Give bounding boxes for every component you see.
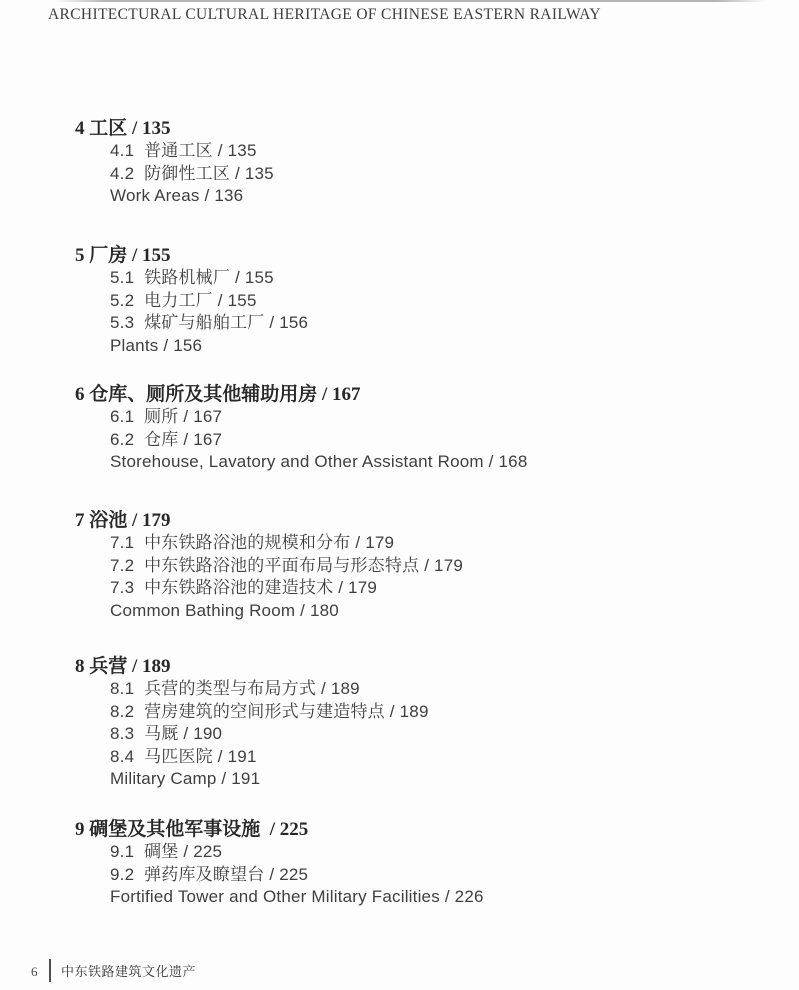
- toc-entry-english: Military Camp / 191: [110, 769, 261, 788]
- section-items: [75, 267, 308, 357]
- toc-entry-english: Plants / 156: [110, 335, 203, 355]
- toc-entry-english: Work Areas / 136: [110, 186, 244, 205]
- toc-entry-english: Fortified Tower and Other Military Facilities / 226: [110, 887, 484, 906]
- toc-entry: 5.2 电力工厂 / 155: [110, 290, 257, 310]
- toc-entry: 8.2 营房建筑的空间形式与建造特点 / 189: [110, 701, 429, 721]
- section-heading: 9 碉堡及其他军事设施 / 225: [75, 819, 309, 840]
- section-items: [75, 140, 274, 208]
- section-heading: 5 厂房 / 155: [75, 245, 171, 266]
- toc-entry: 8.3 马厩 / 190: [110, 724, 223, 743]
- section-heading: 6 仓库、厕所及其他辅助用房 / 167: [75, 384, 361, 405]
- section-heading: 8 兵营 / 189: [75, 656, 171, 677]
- toc-entry: 4.2 防御性工区 / 135: [110, 163, 274, 183]
- toc-entry: 7.2 中东铁路浴池的平面布局与形态特点 / 179: [110, 555, 464, 575]
- toc-section: [75, 656, 429, 791]
- section-items: [75, 406, 528, 474]
- toc-entry: 9.1 碉堡 / 225: [110, 842, 223, 861]
- top-rule: [55, 0, 767, 2]
- toc-section: [75, 510, 463, 622]
- toc-entry-english: Storehouse, Lavatory and Other Assistant Room / 168: [110, 452, 528, 471]
- toc-section: [75, 118, 274, 208]
- footer-book-title: 中东铁路建筑文化遗产: [61, 964, 197, 979]
- page-number: 6: [31, 964, 38, 979]
- section-items: [75, 841, 484, 909]
- section-heading: 4 工区 / 135: [75, 118, 171, 139]
- toc-section: [75, 384, 528, 474]
- toc-entry: 5.3 煤矿与船舶工厂 / 156: [110, 313, 309, 332]
- toc-section: [75, 819, 484, 909]
- section-heading: 7 浴池 / 179: [75, 510, 171, 531]
- toc-entry: 4.1 普通工区 / 135: [110, 141, 257, 160]
- toc-entry: 7.3 中东铁路浴池的建造技术 / 179: [110, 578, 378, 597]
- toc-section: [75, 245, 308, 357]
- toc-entry: 5.1 铁路机械厂 / 155: [110, 268, 274, 287]
- section-items: [75, 532, 463, 622]
- toc-entry: 9.2 弹药库及瞭望台 / 225: [110, 864, 309, 884]
- toc-entry-english: Common Bathing Room / 180: [110, 600, 339, 620]
- toc-entry: 6.2 仓库 / 167: [110, 429, 223, 449]
- toc-entry: 6.1 厕所 / 167: [110, 407, 223, 426]
- toc-entry: 8.4 马匹医院 / 191: [110, 746, 257, 766]
- toc-entry: 8.1 兵营的类型与布局方式 / 189: [110, 679, 360, 698]
- footer-divider: [49, 959, 51, 982]
- toc-entry: 7.1 中东铁路浴池的规模和分布 / 179: [110, 533, 395, 552]
- section-items: [75, 678, 429, 791]
- running-header: ARCHITECTURAL CULTURAL HERITAGE OF CHINESE EASTERN RAILWAY: [48, 6, 601, 23]
